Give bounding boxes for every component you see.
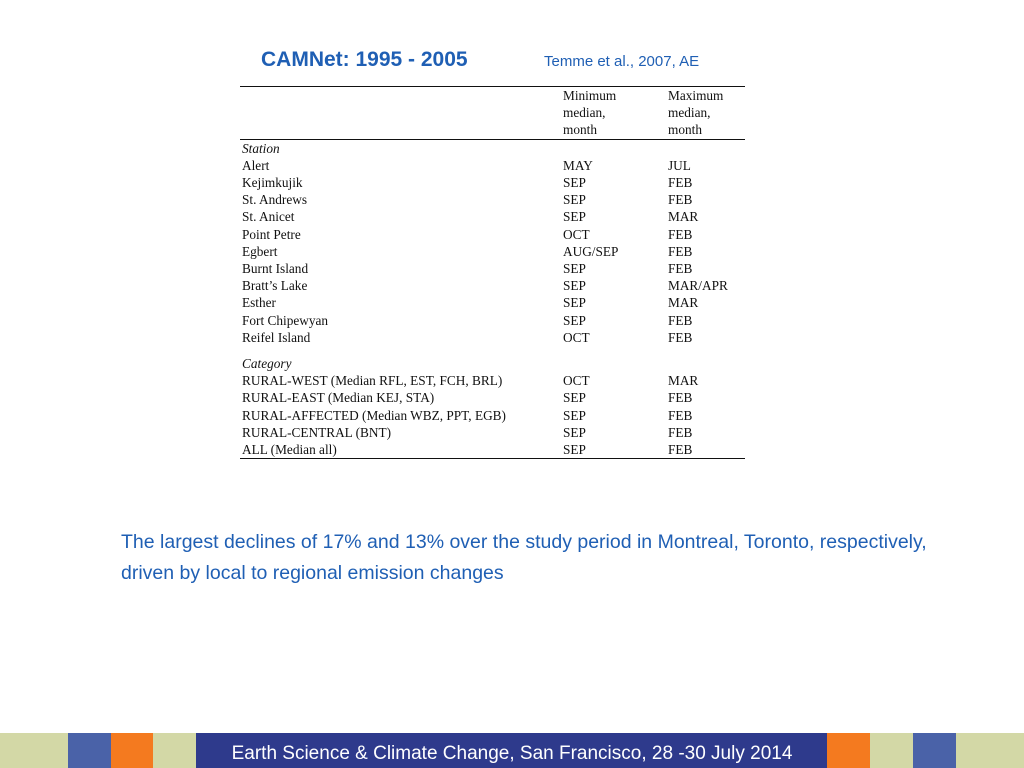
row-max-cell: FEB xyxy=(668,243,693,259)
table-row xyxy=(240,372,745,389)
row-max-cell: FEB xyxy=(668,390,693,406)
row-name-cell: Alert xyxy=(242,157,270,173)
header-min-cell xyxy=(563,87,668,139)
header-max-line: Maximum xyxy=(668,88,724,103)
slide-title: CAMNet: 1995 - 2005 xyxy=(261,48,468,71)
header-max-line: month xyxy=(668,122,702,138)
section-label: Station xyxy=(242,140,280,156)
row-name-cell: Esther xyxy=(242,295,276,311)
table-row xyxy=(240,157,745,174)
row-name-cell: Kejimkujik xyxy=(242,175,303,191)
row-max-cell: MAR xyxy=(668,295,699,311)
row-max-cell: FEB xyxy=(668,442,693,458)
header-max-line: median, xyxy=(668,105,711,121)
row-name-cell: St. Andrews xyxy=(242,192,308,208)
table-section-row xyxy=(240,139,745,157)
seasonal-table xyxy=(240,87,745,458)
table-row xyxy=(240,312,745,329)
table-row xyxy=(240,260,745,277)
header-min-line: month xyxy=(563,122,597,138)
row-max-cell: FEB xyxy=(668,312,693,328)
header-min-line: median, xyxy=(563,105,606,121)
row-name-cell: Reifel Island xyxy=(242,329,311,345)
table-bottom-rule xyxy=(240,458,745,459)
citation-text: Temme et al., 2007, AE xyxy=(544,53,700,70)
caption-text: The largest declines of 17% and 13% over the study period in Montreal, Toronto, respectively, driven by local to regional emission changes xyxy=(121,531,927,584)
row-min-cell: SEP xyxy=(563,312,586,328)
row-min-cell: MAY xyxy=(563,157,593,173)
row-max-cell: FEB xyxy=(668,175,693,191)
table-row xyxy=(240,389,745,406)
row-min-cell: SEP xyxy=(563,390,586,406)
table-row xyxy=(240,208,745,225)
row-min-cell: SEP xyxy=(563,278,586,294)
row-name-cell: Fort Chipewyan xyxy=(242,312,329,328)
table-row xyxy=(240,441,745,458)
row-min-cell: AUG/SEP xyxy=(563,243,619,259)
row-name-cell: Burnt Island xyxy=(242,261,309,277)
row-max-cell: FEB xyxy=(668,261,693,277)
row-max-cell: FEB xyxy=(668,407,693,423)
table-row xyxy=(240,424,745,441)
row-max-cell: JUL xyxy=(668,157,691,173)
row-max-cell: MAR xyxy=(668,209,699,225)
table-row xyxy=(240,226,745,243)
table-row xyxy=(240,243,745,260)
table-row xyxy=(240,277,745,294)
row-name-cell: St. Anicet xyxy=(242,209,295,225)
row-min-cell: SEP xyxy=(563,209,586,225)
section-label: Category xyxy=(242,356,292,372)
row-name-cell: RURAL-AFFECTED (Median WBZ, PPT, EGB) xyxy=(242,407,506,423)
table-header-row xyxy=(240,87,745,139)
row-max-cell: FEB xyxy=(668,329,693,345)
row-min-cell: SEP xyxy=(563,407,586,423)
row-min-cell: OCT xyxy=(563,373,590,389)
data-table xyxy=(240,86,745,459)
row-max-cell: FEB xyxy=(668,226,693,242)
table-row xyxy=(240,407,745,424)
table-row xyxy=(240,191,745,208)
row-min-cell: SEP xyxy=(563,175,586,191)
row-max-cell: MAR xyxy=(668,373,699,389)
row-min-cell: SEP xyxy=(563,442,586,458)
footer-text: Earth Science & Climate Change, San Francisco, 28 -30 July 2014 xyxy=(231,743,793,764)
row-max-cell: FEB xyxy=(668,192,693,208)
row-name-cell: RURAL-WEST (Median RFL, EST, FCH, BRL) xyxy=(242,373,503,389)
row-min-cell: OCT xyxy=(563,226,590,242)
row-min-cell: SEP xyxy=(563,192,586,208)
row-min-cell: SEP xyxy=(563,261,586,277)
table-row xyxy=(240,294,745,311)
header-max-cell xyxy=(668,87,745,139)
header-blank-cell xyxy=(240,87,563,139)
row-name-cell: Bratt’s Lake xyxy=(242,278,308,294)
row-min-cell: OCT xyxy=(563,329,590,345)
row-name-cell: RURAL-CENTRAL (BNT) xyxy=(242,424,392,440)
row-name-cell: ALL (Median all) xyxy=(242,442,337,458)
table-section-row xyxy=(240,346,745,372)
row-min-cell: SEP xyxy=(563,424,586,440)
header-min-line: Minimum xyxy=(563,88,617,103)
row-name-cell: RURAL-EAST (Median KEJ, STA) xyxy=(242,390,435,406)
table-row xyxy=(240,174,745,191)
row-name-cell: Point Petre xyxy=(242,226,301,242)
row-min-cell: SEP xyxy=(563,295,586,311)
row-max-cell: MAR/APR xyxy=(668,278,728,294)
row-max-cell: FEB xyxy=(668,424,693,440)
row-name-cell: Egbert xyxy=(242,243,278,259)
table-row xyxy=(240,329,745,346)
